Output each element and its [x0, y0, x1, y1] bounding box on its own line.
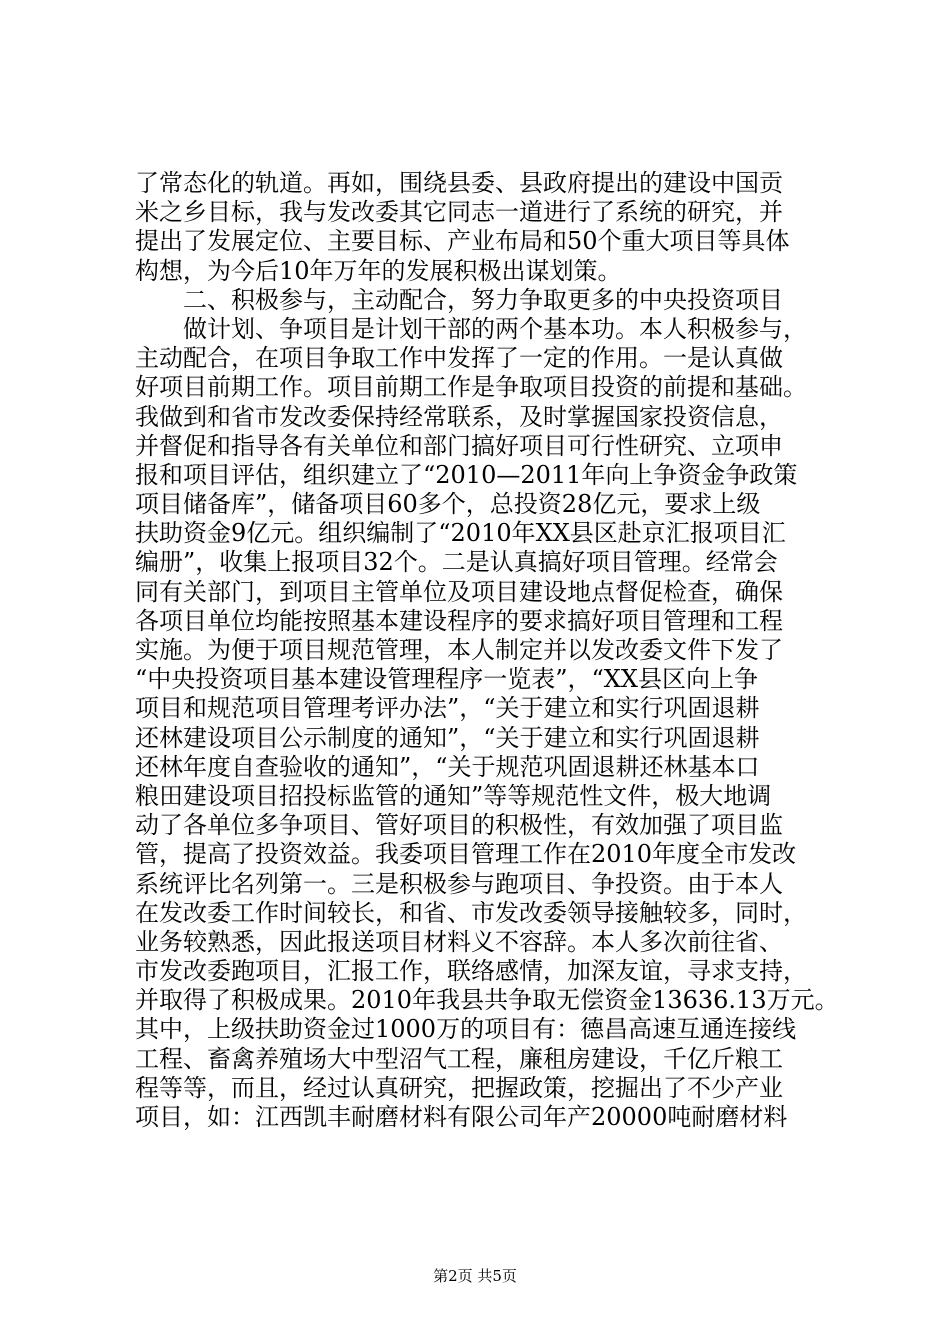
document-body	[135, 169, 850, 1132]
text-line: 动了各单位多争项目、管好项目的积极性，有效加强了项目监	[135, 811, 783, 840]
text-line: 并取得了积极成果。2010年我县共争取无偿资金13636.13万元。	[135, 986, 839, 1015]
text-line: 在发改委工作时间较长，和省、市发改委领导接触较多，同时，	[135, 898, 807, 927]
text-line: 工程、畜禽养殖场大中型沼气工程，廉租房建设，千亿斤粮工	[135, 1044, 783, 1073]
text-line: 主动配合，在项目争取工作中发挥了一定的作用。一是认真做	[135, 344, 783, 373]
text-line: 实施。为便于项目规范管理，本人制定并以发改委文件下发了	[135, 636, 783, 664]
text-line: 程等等，而且，经过认真研究，把握政策，挖掘出了不少产业	[135, 1073, 783, 1102]
text-line: 报和项目评估，组织建立了“2010—2011年向上争资金争政策	[135, 460, 798, 489]
text-line: 系统评比名列第一。三是积极参与跑项目、争投资。由于本人	[135, 869, 783, 898]
text-line: 粮田建设项目招投标监管的通知”等等规范性文件，极大地调	[135, 781, 772, 810]
text-line: 其中，上级扶助资金过1000万的项目有：德昌高速互通连接线	[135, 1015, 797, 1044]
text-line: 并督促和指导各有关单位和部门搞好项目可行性研究、立项申	[135, 431, 783, 460]
text-line: 做计划、争项目是计划干部的两个基本功。本人积极参与，	[135, 314, 807, 343]
page-number-footer: 第2页 共5页	[433, 1267, 517, 1285]
section-heading: 二、积极参与，主动配合，努力争取更多的中央投资项目	[135, 285, 783, 314]
text-line: 提出了发展定位、主要目标、产业布局和50个重大项目等具体	[135, 227, 790, 256]
text-line: 项目和规范项目管理考评办法”，“关于建立和实行巩固退耕	[135, 694, 760, 723]
text-line: 同有关部门，到项目主管单位及项目建设地点督促检查，确保	[135, 577, 783, 606]
text-line: “中央投资项目基本建设管理程序一览表”，“XX县区向上争	[135, 665, 758, 694]
text-line: 我做到和省市发改委保持经常联系，及时掌握国家投资信息，	[135, 402, 783, 431]
text-line: 好项目前期工作。项目前期工作是争取项目投资的前提和基础。	[135, 373, 807, 402]
text-line: 管，提高了投资效益。我委项目管理工作在2010年度全市发改	[135, 840, 797, 869]
text-line: 还林年度自查验收的通知”，“关于规范巩固退耕还林基本口	[135, 752, 760, 781]
text-line: 市发改委跑项目，汇报工作，联络感情，加深友谊，寻求支持，	[135, 957, 807, 986]
text-line: 各项目单位均能按照基本建设程序的要求搞好项目管理和工程	[135, 606, 783, 635]
text-line: 项目储备库”，储备项目60多个，总投资28亿元，要求上级	[135, 490, 761, 519]
text-line: 业务较熟悉，因此报送项目材料义不容辞。本人多次前往省、	[135, 927, 783, 956]
text-line: 项目，如：江西凯丰耐磨材料有限公司年产20000吨耐磨材料	[135, 1103, 788, 1131]
text-line: 扶助资金9亿元。组织编制了“2010年XX县区赴京汇报项目汇	[135, 519, 786, 548]
text-line: 米之乡目标，我与发改委其它同志一道进行了系统的研究，并	[135, 198, 783, 227]
text-line: 编册”，收集上报项目32个。二是认真搞好项目管理。经常会	[135, 548, 778, 577]
text-line: 构想，为今后10年万年的发展积极出谋划策。	[135, 256, 622, 285]
text-line: 还林建设项目公示制度的通知”，“关于建立和实行巩固退耕	[135, 723, 760, 752]
text-line: 了常态化的轨道。再如，围绕县委、县政府提出的建设中国贡	[135, 169, 783, 197]
